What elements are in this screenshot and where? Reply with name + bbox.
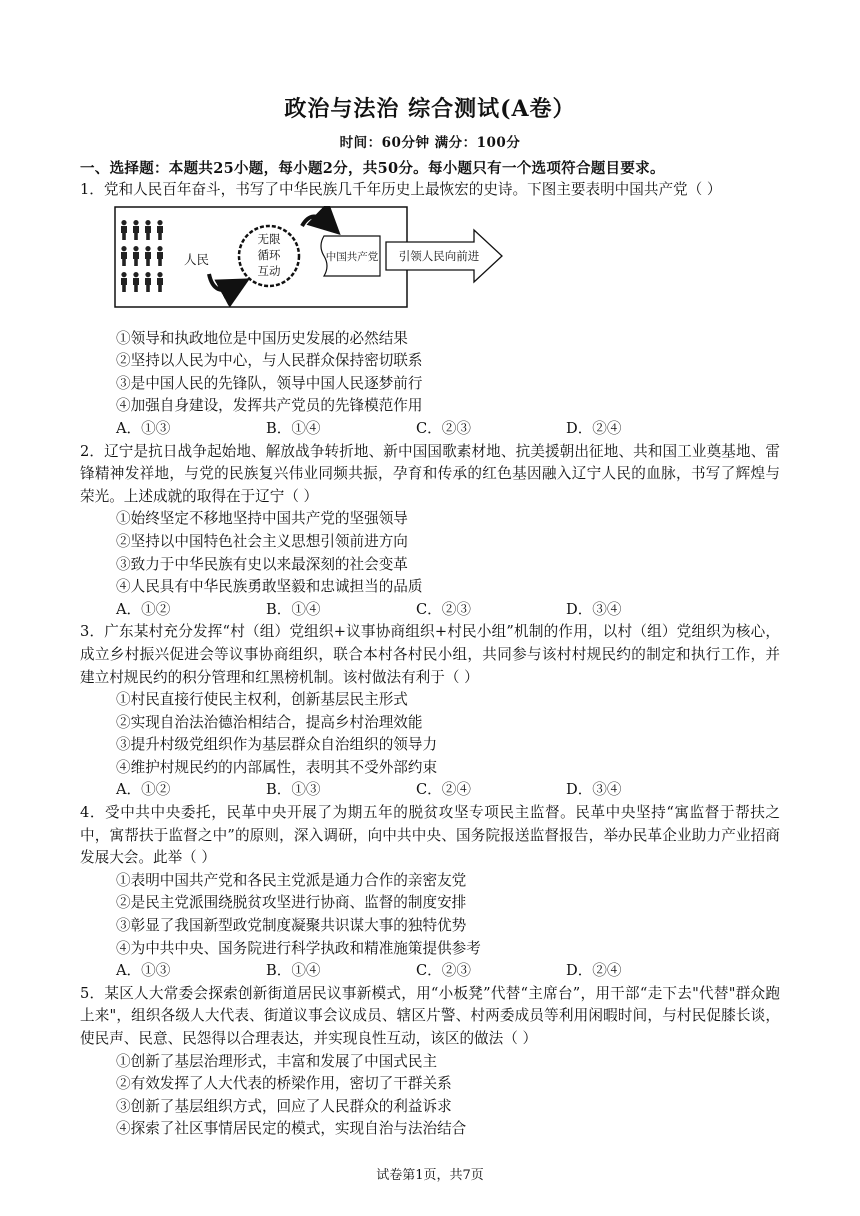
party-label: 中国共产党 bbox=[325, 250, 379, 263]
choice-c: C．②④ bbox=[416, 781, 471, 799]
choice-b: B．①③ bbox=[266, 781, 321, 799]
choice-b: B．①④ bbox=[266, 962, 321, 980]
exam-title: 政治与法治 综合测试(A卷） bbox=[284, 96, 576, 122]
choice-d: D．③④ bbox=[566, 600, 622, 618]
choice-a: A．①③ bbox=[116, 962, 171, 980]
question-3-stem: 3．广东某村充分发挥“村（组）党组织+议事协商组织+村民小组”机制的作用，以村（组）党组织为核心，成立乡村振兴促进会等议事协商组织，联合本村各村民小组，共同参与该村村规民约的制定和执行工作，并建立村规民约的积分管理和红黑榜机制。该村做法有利于（ ） bbox=[80, 623, 780, 686]
choice-c: C．②③ bbox=[416, 962, 471, 980]
question-1-figure bbox=[114, 206, 780, 322]
question-2-item: ④人民具有中华民族勇敢坚毅和忠诚担当的品质 bbox=[116, 578, 423, 596]
question-5-item: ③创新了基层组织方式，回应了人民群众的利益诉求 bbox=[116, 1097, 452, 1115]
question-5 bbox=[80, 983, 780, 1141]
question-4 bbox=[80, 802, 780, 983]
question-5-item: ②有效发挥了人大代表的桥梁作用，密切了干群关系 bbox=[116, 1075, 452, 1093]
question-1-choices bbox=[80, 418, 780, 441]
arrow-label: 引领人民向前进 bbox=[398, 248, 480, 263]
party-banner bbox=[321, 236, 380, 276]
question-3-item: ①村民直接行使民主权利，创新基层民主形式 bbox=[116, 691, 408, 709]
choice-d: D．②④ bbox=[566, 962, 622, 980]
question-3-choices bbox=[80, 779, 780, 802]
cycle-circle bbox=[239, 226, 299, 286]
question-5-item: ④探索了社区事情居民定的模式，实现自治与法治结合 bbox=[116, 1120, 467, 1138]
choice-a: A．①② bbox=[116, 600, 171, 618]
question-4-item: ④为中共中央、国务院进行科学执政和精准施策提供参考 bbox=[116, 939, 481, 957]
question-2 bbox=[80, 441, 780, 622]
question-1 bbox=[80, 179, 780, 441]
question-4-choices bbox=[80, 960, 780, 983]
question-2-choices bbox=[80, 599, 780, 622]
question-4-item: ②是民主党派围绕脱贫攻坚进行协商、监督的制度安排 bbox=[116, 894, 467, 912]
question-4-stem: 4．受中共中央委托，民革中央开展了为期五年的脱贫攻坚专项民主监督。民革中央坚持“寓监督于帮扶之中，寓帮扶于监督之中”的原则，深入调研，向中共中央、国务院报送监督报告，举办民革企业助力产业招商发展大会。此举（ ） bbox=[80, 804, 780, 867]
page-footer: 试卷第1页，共7页 bbox=[376, 1168, 484, 1183]
question-1-item: ③是中国人民的先锋队，领导中国人民逐梦前行 bbox=[116, 374, 423, 392]
choice-c: C．②③ bbox=[416, 419, 471, 437]
choice-c: C．②③ bbox=[416, 600, 471, 618]
question-3 bbox=[80, 621, 780, 802]
choice-d: D．②④ bbox=[566, 419, 622, 437]
party-people-diagram bbox=[114, 206, 504, 322]
question-2-item: ①始终坚定不移地坚持中国共产党的坚强领导 bbox=[116, 510, 408, 528]
question-4-item: ③彰显了我国新型政党制度凝聚共识谋大事的独特优势 bbox=[116, 917, 467, 935]
question-2-stem: 2．辽宁是抗日战争起始地、解放战争转折地、新中国国歌素材地、抗美援朝出征地、共和国工业奠基地、雷锋精神发祥地，与党的民族复兴伟业同频共振，孕育和传承的红色基因融入辽宁人民的血脉，书写了辉煌与荣光。上述成就的取得在于辽宁（ ） bbox=[80, 442, 780, 505]
choice-b: B．①④ bbox=[266, 419, 321, 437]
question-3-item: ③提升村级党组织作为基层群众自治组织的领导力 bbox=[116, 736, 438, 754]
choice-a: A．①② bbox=[116, 781, 171, 799]
question-1-item: ①领导和执政地位是中国历史发展的必然结果 bbox=[116, 329, 408, 347]
questions bbox=[80, 179, 780, 1141]
question-1-item: ②坚持以人民为中心，与人民群众保持密切联系 bbox=[116, 352, 423, 370]
cycle-label-2: 循环 bbox=[257, 247, 281, 262]
choice-a: A．①③ bbox=[116, 419, 171, 437]
question-3-item: ④维护村规民约的内部属性，表明其不受外部约束 bbox=[116, 758, 438, 776]
question-2-item: ③致力于中华民族有史以来最深刻的社会变革 bbox=[116, 555, 408, 573]
question-1-stem: 1．党和人民百年奋斗，书写了中华民族几千年历史上最恢宏的史诗。下图主要表明中国共产党（ ） bbox=[80, 181, 722, 198]
question-1-item: ④加强自身建设，发挥共产党员的先锋模范作用 bbox=[116, 397, 423, 415]
choice-d: D．③④ bbox=[566, 781, 622, 799]
question-5-stem: 5．某区人大常委会探索创新街道居民议事新模式，用“小板凳”代替“主席台”，用干部“走下去"代替"群众跑上来"，组织各级人大代表、街道议事会议成员、辖区片警、村两委成员等利用闲暇时间，与村民促膝长谈，使民声、民意、民怨得以合理表达，并实现良性互动，该区的做法（ ） bbox=[80, 984, 780, 1047]
question-3-item: ②实现自治法治德治相结合，提高乡村治理效能 bbox=[116, 713, 423, 731]
question-5-item: ①创新了基层治理形式，丰富和发展了中国式民主 bbox=[116, 1052, 438, 1070]
question-4-item: ①表明中国共产党和各民主党派是通力合作的亲密友党 bbox=[116, 871, 467, 889]
choice-b: B．①④ bbox=[266, 600, 321, 618]
exam-meta: 时间：60分钟 满分：100分 bbox=[339, 135, 521, 151]
cycle-label-3: 互动 bbox=[257, 263, 281, 278]
cycle-label-1: 无限 bbox=[257, 231, 281, 246]
question-2-item: ②坚持以中国特色社会主义思想引领前进方向 bbox=[116, 532, 408, 550]
people-label: 人民 bbox=[184, 251, 210, 267]
section-heading: 一、选择题：本题共25小题，每小题2分，共50分。每小题只有一个选项符合题目要求。 bbox=[80, 160, 665, 177]
